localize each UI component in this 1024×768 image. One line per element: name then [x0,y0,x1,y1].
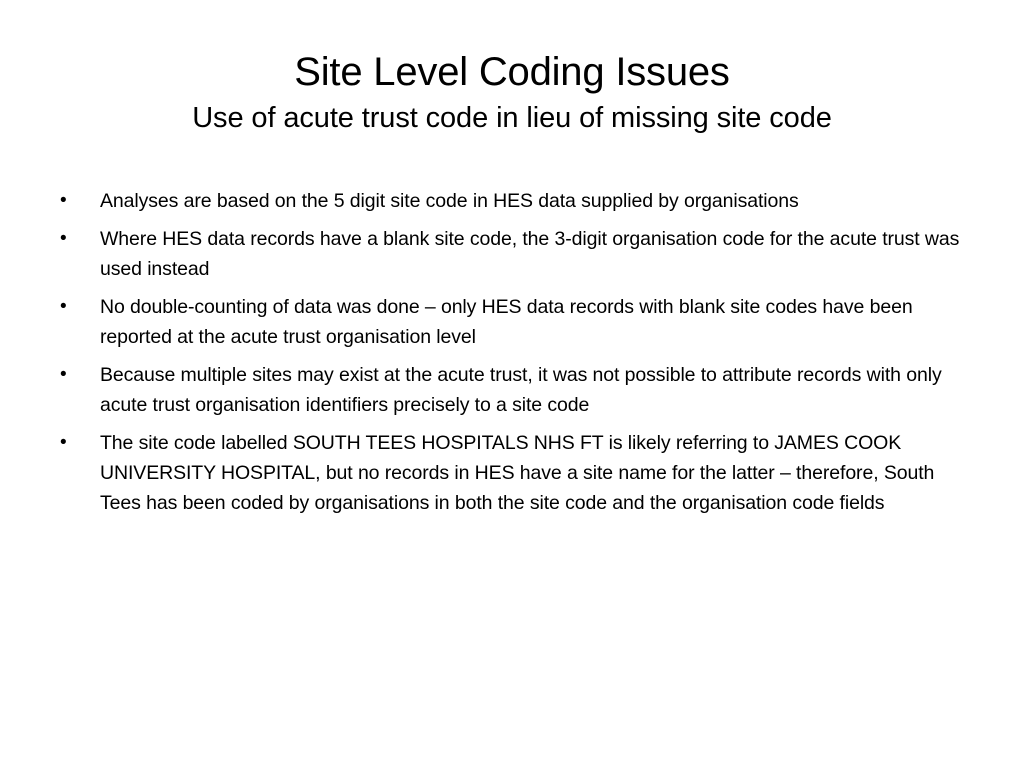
bullet-item [60,292,960,352]
bullet-list [60,186,960,526]
slide-subtitle: Use of acute trust code in lieu of missing site code [192,102,832,134]
bullet-item [60,360,960,420]
bullet-icon: • [60,228,67,249]
bullet-icon: • [60,364,67,385]
bullet-text: Where HES data records have a blank site code, the 3-digit organisation code for the acute trust was used instead [100,228,960,280]
bullet-text: The site code labelled SOUTH TEES HOSPITALS NHS FT is likely referring to JAMES COOK UNIVERSITY HOSPITAL, but no records in HES have a site name for the latter – therefore, South Tees has been coded by organisations in both the site code and the organisation code fields [100,432,935,514]
title-block [60,48,964,136]
bullet-item [60,224,960,284]
bullet-item [60,186,960,216]
bullet-text: No double-counting of data was done – only HES data records with blank site codes have been reported at the acute trust organisation level [100,296,913,348]
bullet-text: Analyses are based on the 5 digit site code in HES data supplied by organisations [100,190,799,212]
bullet-text: Because multiple sites may exist at the acute trust, it was not possible to attribute records with only acute trust organisation identifiers precisely to a site code [100,364,942,416]
bullet-icon: • [60,190,67,211]
bullet-icon: • [60,296,67,317]
bullet-item [60,428,960,518]
bullet-icon: • [60,432,67,453]
slide-title: Site Level Coding Issues [294,50,730,94]
